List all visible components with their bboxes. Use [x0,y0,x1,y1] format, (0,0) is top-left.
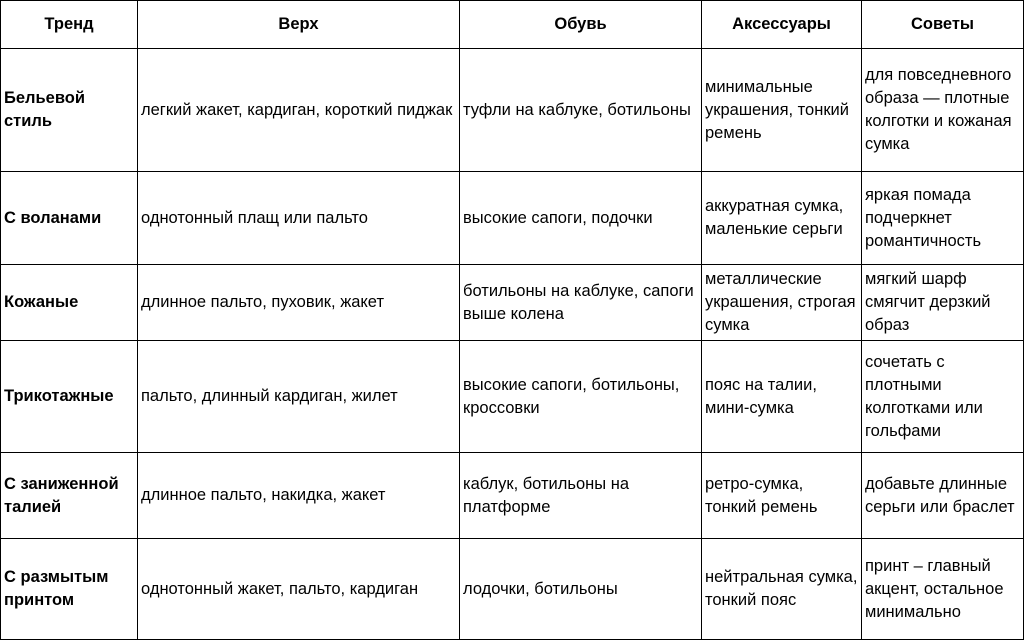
table-row [1,172,1024,265]
cell-shoes: высокие сапоги, подочки [460,172,702,265]
cell-top: длинное пальто, накидка, жакет [138,453,460,539]
cell-tips: для повседневного образа — плотные колготки и кожаная сумка [862,49,1024,172]
cell-tips: мягкий шарф смягчит дерзкий образ [862,265,1024,341]
cell-shoes: лодочки, ботильоны [460,539,702,640]
cell-accessories: ретро-сумка, тонкий ремень [702,453,862,539]
cell-shoes: каблук, ботильоны на платформе [460,453,702,539]
header-accessories: Аксессуары [702,1,862,49]
cell-trend: Бельевой стиль [1,49,138,172]
cell-accessories: минимальные украшения, тонкий ремень [702,49,862,172]
table-header [1,1,1024,49]
cell-accessories: металлические украшения, строгая сумка [702,265,862,341]
cell-top: однотонный плащ или пальто [138,172,460,265]
table-row [1,265,1024,341]
cell-tips: сочетать с плотными колготками или гольфами [862,341,1024,453]
table-body [1,49,1024,640]
header-tips: Советы [862,1,1024,49]
header-row [1,1,1024,49]
cell-top: пальто, длинный кардиган, жилет [138,341,460,453]
header-shoes: Обувь [460,1,702,49]
table-row [1,453,1024,539]
table-row [1,341,1024,453]
cell-top: легкий жакет, кардиган, короткий пиджак [138,49,460,172]
cell-accessories: аккуратная сумка, маленькие серьги [702,172,862,265]
cell-tips: добавьте длинные серьги или браслет [862,453,1024,539]
cell-shoes: ботильоны на каблуке, сапоги выше колена [460,265,702,341]
cell-trend: С воланами [1,172,138,265]
header-trend: Тренд [1,1,138,49]
cell-tips: принт – главный акцент, остальное минимально [862,539,1024,640]
header-top: Верх [138,1,460,49]
table-row [1,49,1024,172]
cell-trend: Трикотажные [1,341,138,453]
cell-accessories: нейтральная сумка, тонкий пояс [702,539,862,640]
cell-shoes: высокие сапоги, ботильоны, кроссовки [460,341,702,453]
cell-top: однотонный жакет, пальто, кардиган [138,539,460,640]
cell-trend: С размытым принтом [1,539,138,640]
cell-tips: яркая помада подчеркнет романтичность [862,172,1024,265]
cell-accessories: пояс на талии, мини-сумка [702,341,862,453]
cell-trend: С заниженной талией [1,453,138,539]
table-row [1,539,1024,640]
cell-trend: Кожаные [1,265,138,341]
cell-shoes: туфли на каблуке, ботильоны [460,49,702,172]
cell-top: длинное пальто, пуховик, жакет [138,265,460,341]
